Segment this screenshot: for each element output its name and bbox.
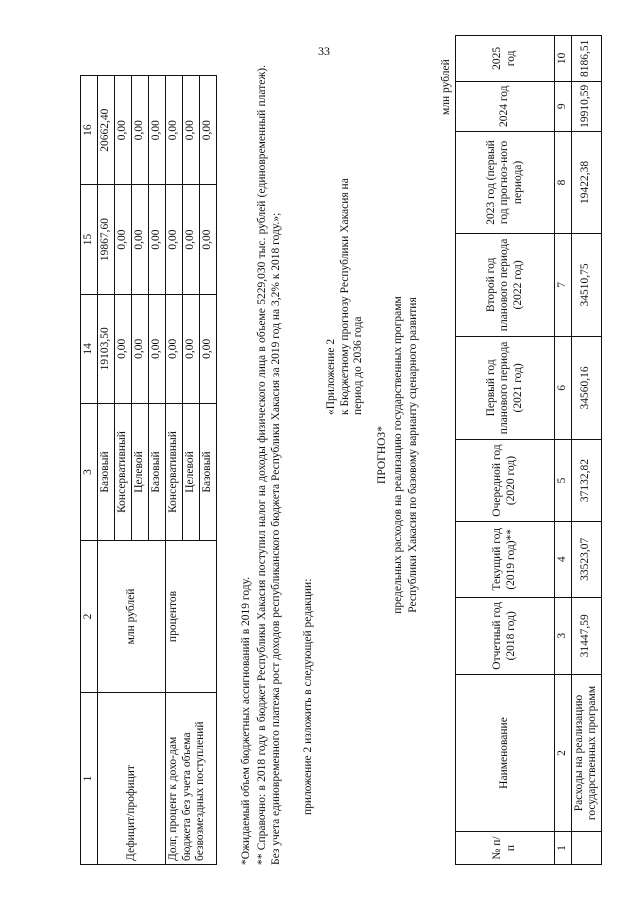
row-unit: процентов (166, 541, 217, 693)
row-cell: 19910,59 (571, 81, 601, 131)
col-number: 8 (555, 131, 572, 233)
col-header: Отчетный год (2018 год) (456, 597, 555, 674)
table-row (166, 76, 183, 865)
value-cell: 0,00 (183, 294, 200, 403)
annex-title: «Приложение 2 (325, 338, 337, 415)
value-cell: 0,00 (115, 76, 132, 185)
table-debt-deficit (80, 75, 217, 865)
value-cell: 0,00 (132, 294, 149, 403)
col-header: Очередной год (2020 год) (456, 440, 555, 522)
col-header: Первый год планового периода (2021 год) (456, 336, 555, 439)
row-cell: 8186,51 (571, 36, 601, 82)
col-header: 2025 год (456, 36, 555, 82)
col-number: 1 (555, 832, 572, 865)
col-header: Текущий год (2019 год)** (456, 522, 555, 598)
unit-label: млн рублей (440, 59, 452, 115)
scenario-cell: Консервативный (115, 404, 132, 541)
page-number: 33 (318, 44, 330, 58)
row-cell: 37132,82 (571, 440, 601, 522)
value-cell: 0,00 (183, 76, 200, 185)
value-cell: 19103,50 (98, 294, 115, 403)
forecast-subtitle-2: Республики Хакасия по базовому варианту сценарного развития (407, 297, 419, 613)
row-cell: Расходы на реализацию государственных программ (571, 675, 601, 832)
col-header: 3 (81, 404, 98, 541)
col-header: Наименование (456, 675, 555, 832)
col-number: 7 (555, 234, 572, 337)
value-cell: 0,00 (149, 185, 166, 294)
table-row (571, 36, 601, 865)
footnote-reference: ** Справочно: в 2018 году в бюджет Республики Хакасия поступил налог на доходы физического лица в объеме 5229,030 тыс. рублей (единовременный платеж). Без учета единовременного платежа рост доходов республиканского бюджета Республики Хакасия за 2019 год на 3,2% к 2018 году.»; (256, 65, 282, 865)
col-number: 4 (555, 522, 572, 598)
scenario-cell: Базовый (200, 404, 217, 541)
value-cell: 0,00 (183, 185, 200, 294)
value-cell: 20662,40 (98, 76, 115, 185)
scenario-cell: Консервативный (166, 404, 183, 541)
col-header: 16 (81, 76, 98, 185)
scenario-cell: Целевой (132, 404, 149, 541)
table-header-row (81, 76, 98, 865)
row-name: Дефицит/профицит (98, 693, 166, 865)
row-unit: млн рублей (98, 541, 166, 693)
col-number: 5 (555, 440, 572, 522)
row-cell: 19422,38 (571, 131, 601, 233)
col-header: 15 (81, 185, 98, 294)
value-cell: 19867,60 (98, 185, 115, 294)
value-cell: 0,00 (149, 294, 166, 403)
value-cell: 0,00 (200, 294, 217, 403)
col-header: 2024 год (456, 81, 555, 131)
value-cell: 0,00 (166, 185, 183, 294)
forecast-subtitle-1: предельных расходов на реализацию государственных программ (392, 296, 404, 614)
value-cell: 0,00 (166, 294, 183, 403)
table-forecast (455, 35, 602, 865)
scenario-cell: Целевой (183, 404, 200, 541)
table-row (98, 76, 115, 865)
value-cell: 0,00 (166, 76, 183, 185)
row-cell: 34510,75 (571, 234, 601, 337)
col-number: 2 (555, 675, 572, 832)
col-header: Второй год планового периода (2022 год) (456, 234, 555, 337)
scenario-cell: Базовый (149, 404, 166, 541)
table-number-row (555, 36, 572, 865)
value-cell: 0,00 (115, 185, 132, 294)
rotated-page-content (60, 15, 620, 875)
col-header: № п/п (456, 832, 555, 865)
footnote-expected: *Ожидаемый объем бюджетных ассигнований в 2019 году. (240, 576, 252, 865)
scenario-cell: Базовый (98, 404, 115, 541)
row-name: Долг, процент к дохо-дам бюджета без учета объема безвозмездных поступлений (166, 693, 217, 865)
col-header: 14 (81, 294, 98, 403)
row-cell: 34560,16 (571, 336, 601, 439)
table-header-row (456, 36, 555, 865)
value-cell: 0,00 (132, 76, 149, 185)
col-header: 2023 год (первый год прогноз-ного периода) (456, 131, 555, 233)
amendment-instruction: приложение 2 изложить в следующей редакции: (302, 578, 314, 815)
row-cell: 33523,07 (571, 522, 601, 598)
value-cell: 0,00 (200, 185, 217, 294)
col-header: 1 (81, 693, 98, 865)
col-header: 2 (81, 541, 98, 693)
row-cell (571, 832, 601, 865)
col-number: 3 (555, 597, 572, 674)
forecast-title: ПРОГНОЗ* (376, 426, 388, 484)
row-cell: 31447,59 (571, 597, 601, 674)
value-cell: 0,00 (200, 76, 217, 185)
col-number: 9 (555, 81, 572, 131)
annex-heading (325, 155, 366, 415)
value-cell: 0,00 (132, 185, 149, 294)
col-number: 10 (555, 36, 572, 82)
col-number: 6 (555, 336, 572, 439)
annex-subtitle: к Бюджетному прогнозу Республики Хакасия на период до 2036 года (338, 178, 365, 415)
value-cell: 0,00 (115, 294, 132, 403)
value-cell: 0,00 (149, 76, 166, 185)
